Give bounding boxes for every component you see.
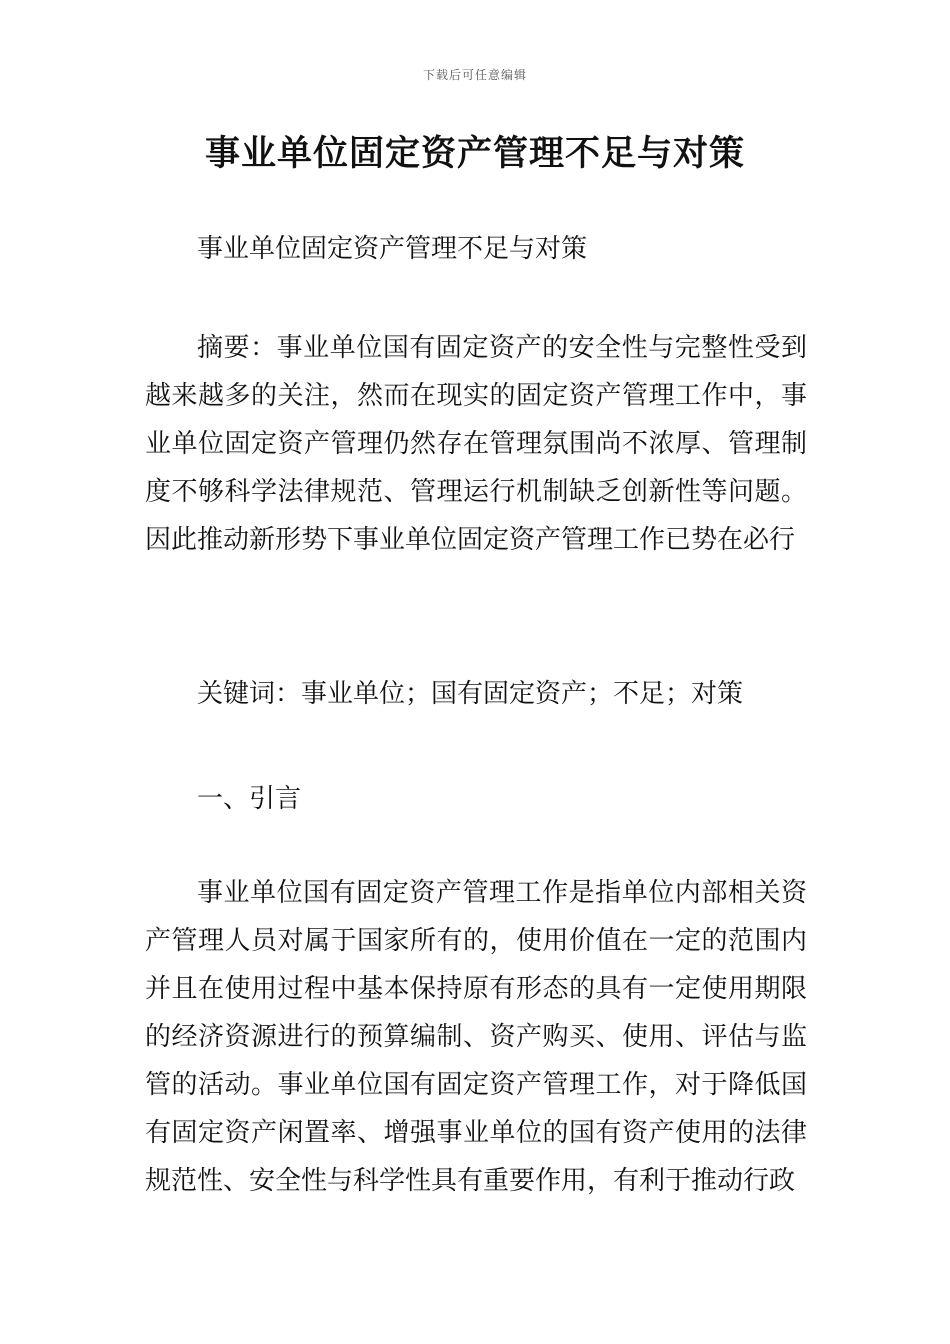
body-paragraph: 事业单位国有固定资产管理工作是指单位内部相关资产管理人员对属于国家所有的，使用价值在一定的范围内并且在使用过程中基本保持原有形态的具有一定使用期限的经济资源进行的预算编制、资产购买、使用、评估与监管的活动。事业单位国有固定资产管理工作，对于降低国有固定资产闲置率、增强事业单位的国有资产使用的法律规范性、安全性与科学性具有重要作用，有利于推动行政 <box>145 878 807 1196</box>
document-subtitle: 事业单位固定资产管理不足与对策 <box>197 234 588 264</box>
keywords-line: 关键词：事业单位；国有固定资产；不足；对策 <box>197 679 744 709</box>
header-note: 下载后可任意编辑 <box>422 68 527 82</box>
abstract-paragraph: 摘要：事业单位国有固定资产的安全性与完整性受到越来越多的关注，然而在现实的固定资产管理工作中，事业单位固定资产管理仍然存在管理氛围尚不浓厚、管理制度不够科学法律规范、管理运行机制缺乏创新性等问题。因此推动新形势下事业单位固定资产管理工作已势在必行 <box>145 333 807 555</box>
section-heading: 一、引言 <box>197 784 302 814</box>
document-title: 事业单位固定资产管理不足与对策 <box>204 134 745 174</box>
